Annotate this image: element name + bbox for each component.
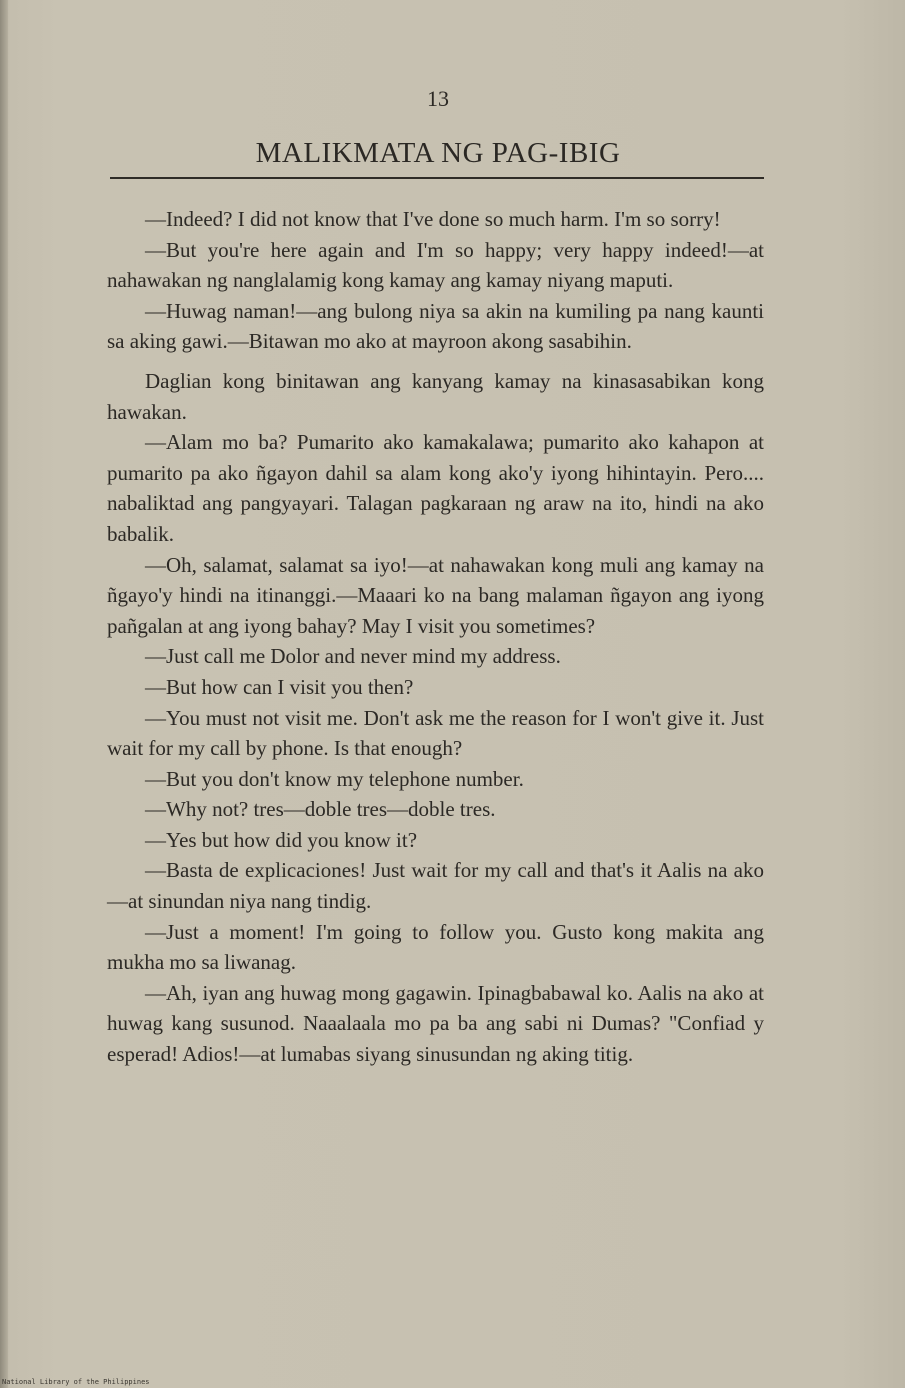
title-divider [110, 177, 764, 179]
body-text [107, 204, 764, 1070]
paragraph: —Yes but how did you know it? [145, 827, 418, 852]
paragraph: —But you're here again and I'm so happy; very happy indeed!—at nahawakan ng nanglalamig kong kamay ang kamay niyang maputi. [107, 237, 764, 293]
page-binding-edge [0, 0, 8, 1388]
paragraph: Daglian kong binitawan ang kanyang kamay na kinasasabikan kong hawakan. [107, 368, 764, 424]
paragraph: —But you don't know my telephone number. [145, 766, 524, 791]
paragraph: —Just a moment! I'm going to follow you. Gusto kong makita ang mukha mo sa liwanag. [107, 919, 764, 975]
paragraph: —Indeed? I did not know that I've done so much harm. I'm so sorry! [145, 207, 721, 231]
footer-credit: National Library of the Philippines [2, 1378, 150, 1386]
paragraph: —Why not? tres—doble tres—doble tres. [145, 797, 496, 822]
paragraph: —You must not visit me. Don't ask me the reason for I won't give it. Just wait for my call by phone. Is that enough? [107, 705, 764, 761]
paragraph: —Basta de explicaciones! Just wait for my call and that's it Aalis na ako—at sinundan niya nang tindig. [107, 858, 764, 914]
paragraph: —Just call me Dolor and never mind my address. [145, 644, 561, 669]
paragraph: —Ah, iyan ang huwag mong gagawin. Ipinagbabawal ko. Aalis na ako at huwag kang susunod. Naaalaala mo pa ba ang sabi ni Dumas? "Confiad y esperad! Adios!—at lumabas siyang sinusundan ng aking titig. [107, 980, 764, 1067]
page-number: 13 [427, 86, 449, 111]
paragraph: —Alam mo ba? Pumarito ako kamakalawa; pumarito ako kahapon at pumarito pa ako ñgayon dahil sa alam kong ako'y iyong hihintayin. Pero.... nabaliktad ang pangyayari. Talagan pagkaraan ng araw na ito, hindi na ako babalik. [107, 430, 764, 546]
paragraph: —Oh, salamat, salamat sa iyo!—at nahawakan kong muli ang kamay na ñgayo'y hindi na itinanggi.—Maaari ko na bang malaman ñgayon ang iyong pañgalan at ang iyong bahay? May I visit you sometimes? [107, 552, 764, 638]
page-title: MALIKMATA NG PAG-IBIG [255, 137, 621, 169]
paragraph: —But how can I visit you then? [145, 674, 414, 699]
paragraph: —Huwag naman!—ang bulong niya sa akin na kumiling pa nang kaunti sa aking gawi.—Bitawan mo ako at mayroon akong sasabihin. [107, 298, 764, 354]
